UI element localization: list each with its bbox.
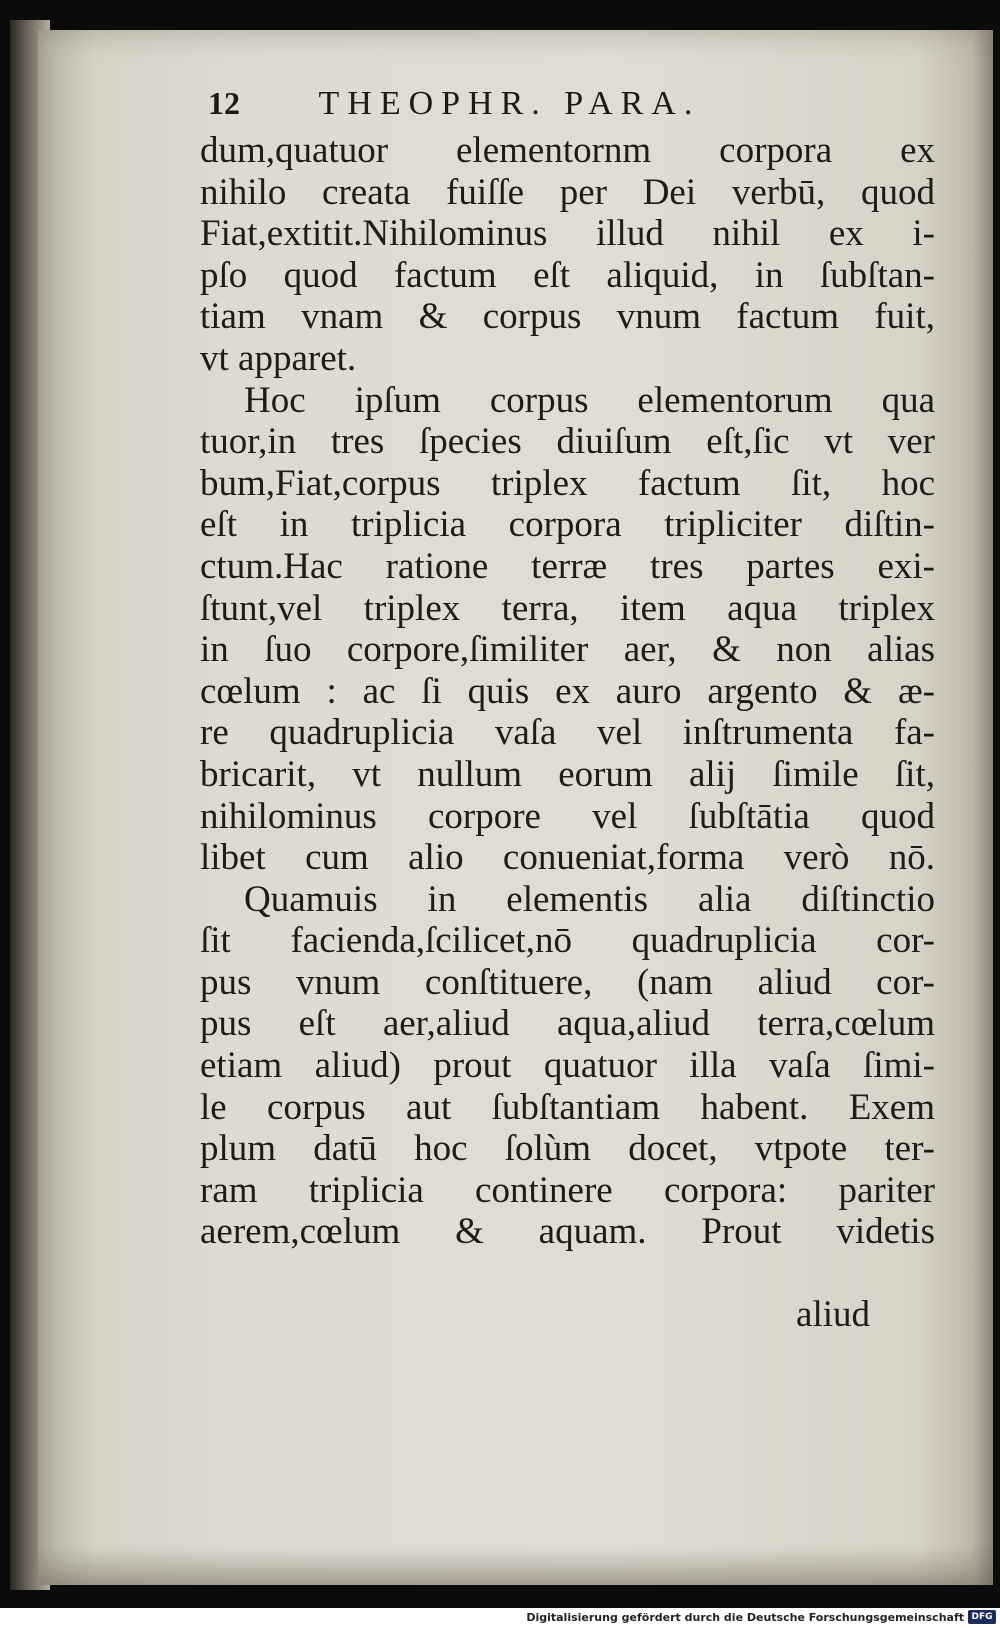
text-line: libet cum alio conueniat,forma verò nō. [200, 837, 935, 879]
page-number: 12 [208, 85, 240, 121]
text-line: ctum.Hac ratione terræ tres partes exi- [200, 545, 935, 587]
text-line: pus eſt aer,aliud aqua,aliud terra,cœlum [200, 1003, 935, 1045]
page-bottom-shadow [38, 1545, 993, 1585]
running-head [208, 85, 908, 123]
text-line: ſit facienda,ſcilicet,nō quadruplicia cor- [200, 920, 935, 962]
catchword: aliud [796, 1294, 870, 1335]
text-line: nihilominus corpore vel ſubſtātia quod [200, 795, 935, 837]
text-line: vt apparet. [200, 337, 357, 379]
text-line: Hoc ipſum corpus elementorum qua [244, 379, 935, 421]
text-line: pus vnum conſtituere, (nam aliud cor- [200, 961, 935, 1003]
text-line: ſtunt,vel triplex terra, item aqua triplex [200, 587, 935, 629]
text-line: in ſuo corpore,ſimiliter aer, & non alias [200, 629, 935, 671]
text-line: ram triplicia continere corpora: pariter [200, 1169, 935, 1211]
text-line: tuor,in tres ſpecies diuiſum eſt,ſic vt ver [200, 421, 935, 463]
text-line: cœlum : ac ſi quis ex auro argento & æ- [200, 670, 935, 712]
page-right-shadow [973, 30, 993, 1585]
text-line: le corpus aut ſubſtantiam habent. Exem [200, 1086, 935, 1128]
text-line: Fiat,extitit.Nihilominus illud nihil ex i- [200, 213, 935, 255]
running-title: THEOPHR. PARA. [318, 85, 701, 122]
digitization-credit: Digitalisierung gefördert durch die Deutsche Forschungsgemeinschaft [526, 1611, 964, 1624]
text-line: tiam vnam & corpus vnum factum fuit, [200, 296, 935, 338]
text-line: etiam aliud) prout quatuor illa vaſa ſimi- [200, 1045, 935, 1087]
text-line: nihilo creata fuiſſe per Dei verbū, quod [200, 171, 935, 213]
text-line: bricarit, vt nullum eorum alij ſimile ſit, [200, 753, 935, 795]
text-line: plum datū hoc ſolùm docet, vtpote ter- [200, 1128, 935, 1170]
text-line: re quadruplicia vaſa vel inſtrumenta fa- [200, 712, 935, 754]
text-line: aerem,cœlum & aquam. Prout videtis [200, 1211, 935, 1253]
body-text [200, 130, 935, 1253]
text-line: pſo quod factum eſt aliquid, in ſubſtan- [200, 254, 935, 296]
dfg-logo: DFG [968, 1610, 996, 1624]
text-line: dum,quatuor elementornm corpora ex [200, 130, 935, 171]
text-line: eſt in triplicia corpora tripliciter diſtin- [200, 504, 935, 546]
text-line: Quamuis in elementis alia diſtinctio [244, 878, 935, 920]
text-line: bum,Fiat,corpus triplex factum ſit, hoc [200, 462, 935, 504]
